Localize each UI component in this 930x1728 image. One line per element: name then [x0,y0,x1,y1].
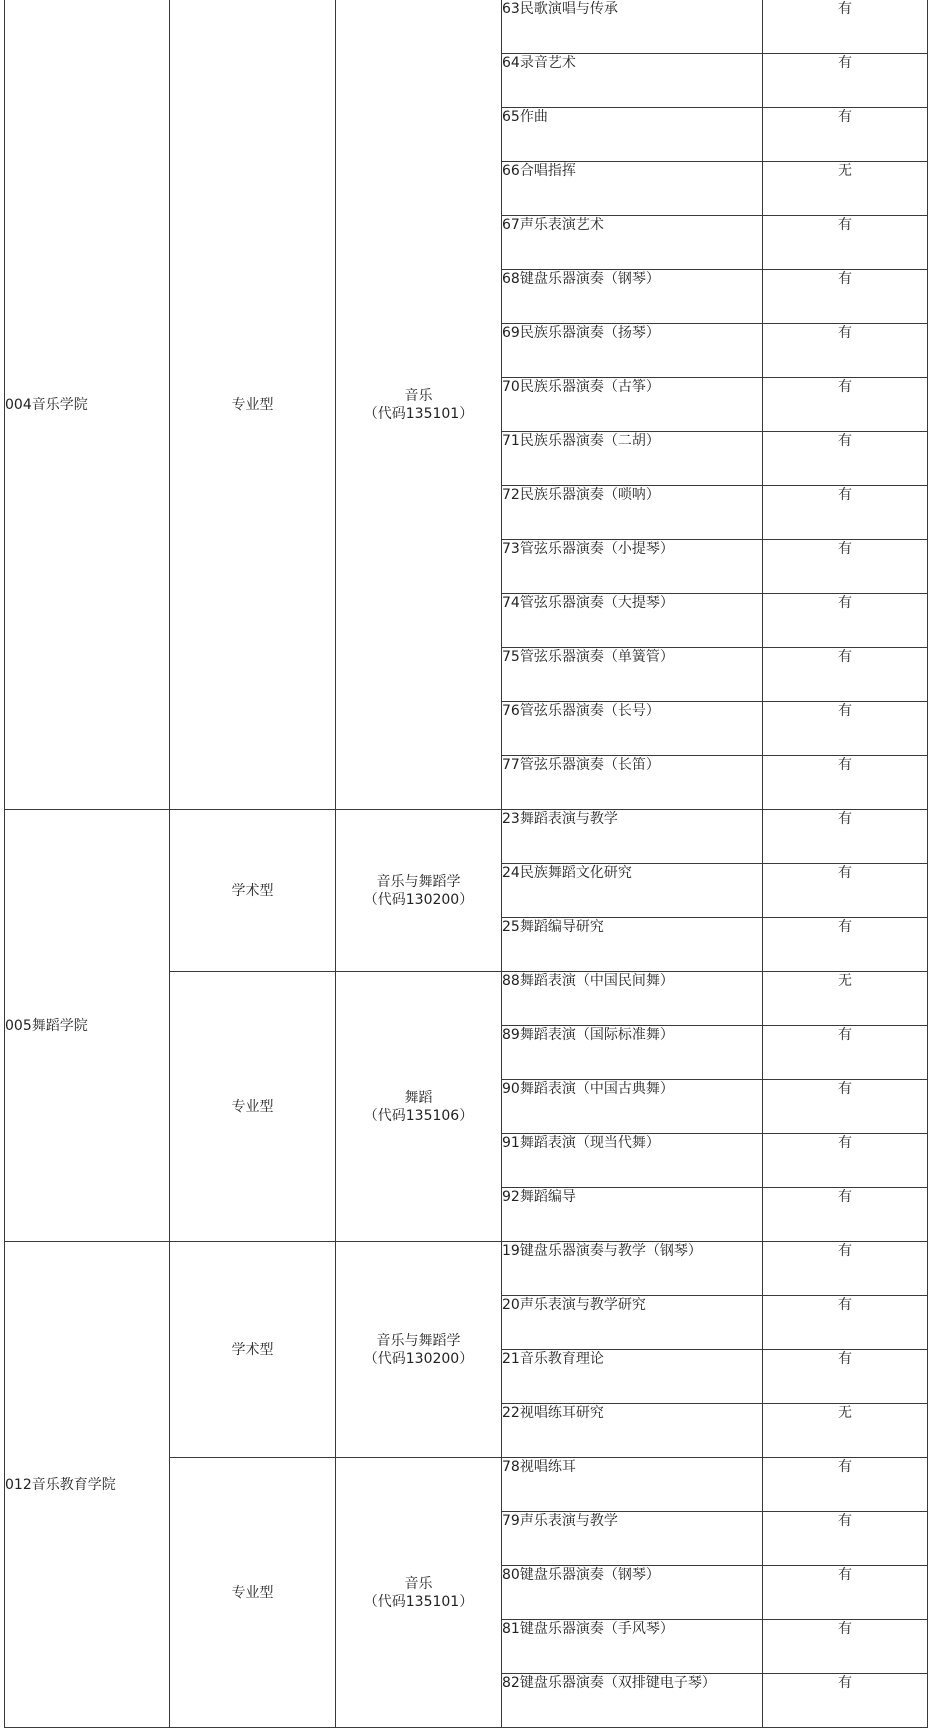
major-cell [336,972,502,1242]
research-direction-cell: 64录音艺术 [502,54,763,108]
research-direction-cell: 74管弦乐器演奏（大提琴） [502,594,763,648]
degree-type-cell: 专业型 [170,0,336,810]
research-direction-cell: 67声乐表演艺术 [502,216,763,270]
major-cell [336,810,502,972]
availability-cell: 有 [763,594,928,648]
major-code: （代码130200） [363,1350,474,1367]
availability-cell: 有 [763,324,928,378]
research-direction-cell: 92舞蹈编导 [502,1188,763,1242]
major-name: 音乐与舞蹈学 [376,1332,461,1349]
availability-cell: 无 [763,162,928,216]
table-row [5,0,928,54]
availability-cell: 有 [763,378,928,432]
availability-cell: 有 [763,756,928,810]
research-direction-cell: 70民族乐器演奏（古筝） [502,378,763,432]
availability-cell: 无 [763,1404,928,1458]
availability-cell: 有 [763,918,928,972]
research-direction-cell: 72民族乐器演奏（唢呐） [502,486,763,540]
research-direction-cell: 75管弦乐器演奏（单簧管） [502,648,763,702]
degree-type-cell: 学术型 [170,1242,336,1458]
availability-cell: 有 [763,1296,928,1350]
research-direction-cell: 81键盘乐器演奏（手风琴） [502,1620,763,1674]
research-direction-cell: 69民族乐器演奏（扬琴） [502,324,763,378]
research-direction-cell: 22视唱练耳研究 [502,1404,763,1458]
availability-cell: 有 [763,270,928,324]
research-direction-cell: 25舞蹈编导研究 [502,918,763,972]
availability-cell: 有 [763,216,928,270]
availability-cell: 有 [763,1026,928,1080]
research-direction-cell: 77管弦乐器演奏（长笛） [502,756,763,810]
availability-cell: 有 [763,108,928,162]
availability-cell: 有 [763,432,928,486]
major-cell [336,1242,502,1458]
availability-cell: 有 [763,540,928,594]
availability-cell: 有 [763,1674,928,1728]
college-cell: 005舞蹈学院 [5,810,170,1242]
major-code: （代码130200） [363,891,474,908]
college-cell: 012音乐教育学院 [5,1242,170,1728]
research-direction-cell: 90舞蹈表演（中国古典舞） [502,1080,763,1134]
availability-cell: 有 [763,1512,928,1566]
availability-cell: 无 [763,972,928,1026]
availability-cell: 有 [763,1242,928,1296]
major-code: （代码135106） [363,1107,474,1124]
research-direction-cell: 23舞蹈表演与教学 [502,810,763,864]
college-cell: 004音乐学院 [5,0,170,810]
availability-cell: 有 [763,54,928,108]
availability-cell: 有 [763,810,928,864]
major-name: 音乐与舞蹈学 [376,873,461,890]
availability-cell: 有 [763,1188,928,1242]
major-cell [336,1458,502,1728]
availability-cell: 有 [763,648,928,702]
availability-cell: 有 [763,1620,928,1674]
research-direction-cell: 76管弦乐器演奏（长号） [502,702,763,756]
research-direction-cell: 68键盘乐器演奏（钢琴） [502,270,763,324]
availability-cell: 有 [763,1350,928,1404]
availability-cell: 有 [763,864,928,918]
research-direction-cell: 82键盘乐器演奏（双排键电子琴） [502,1674,763,1728]
degree-type-cell: 专业型 [170,1458,336,1728]
research-direction-cell: 20声乐表演与教学研究 [502,1296,763,1350]
major-name: 音乐 [404,1575,433,1592]
enrollment-table [4,0,928,1728]
research-direction-cell: 66合唱指挥 [502,162,763,216]
availability-cell: 有 [763,0,928,54]
table-body [5,0,928,1728]
availability-cell: 有 [763,1080,928,1134]
degree-type-cell: 学术型 [170,810,336,972]
research-direction-cell: 63民歌演唱与传承 [502,0,763,54]
major-code: （代码135101） [363,1593,474,1610]
major-code: （代码135101） [363,405,474,422]
research-direction-cell: 80键盘乐器演奏（钢琴） [502,1566,763,1620]
table-row [5,810,928,864]
research-direction-cell: 24民族舞蹈文化研究 [502,864,763,918]
major-name: 音乐 [404,387,433,404]
research-direction-cell: 88舞蹈表演（中国民间舞） [502,972,763,1026]
research-direction-cell: 79声乐表演与教学 [502,1512,763,1566]
major-cell [336,0,502,810]
research-direction-cell: 19键盘乐器演奏与教学（钢琴） [502,1242,763,1296]
availability-cell: 有 [763,486,928,540]
availability-cell: 有 [763,702,928,756]
research-direction-cell: 73管弦乐器演奏（小提琴） [502,540,763,594]
table-row [5,1242,928,1296]
major-name: 舞蹈 [404,1089,433,1106]
research-direction-cell: 78视唱练耳 [502,1458,763,1512]
degree-type-cell: 专业型 [170,972,336,1242]
research-direction-cell: 21音乐教育理论 [502,1350,763,1404]
research-direction-cell: 65作曲 [502,108,763,162]
research-direction-cell: 89舞蹈表演（国际标准舞） [502,1026,763,1080]
research-direction-cell: 91舞蹈表演（现当代舞） [502,1134,763,1188]
availability-cell: 有 [763,1134,928,1188]
availability-cell: 有 [763,1458,928,1512]
availability-cell: 有 [763,1566,928,1620]
research-direction-cell: 71民族乐器演奏（二胡） [502,432,763,486]
